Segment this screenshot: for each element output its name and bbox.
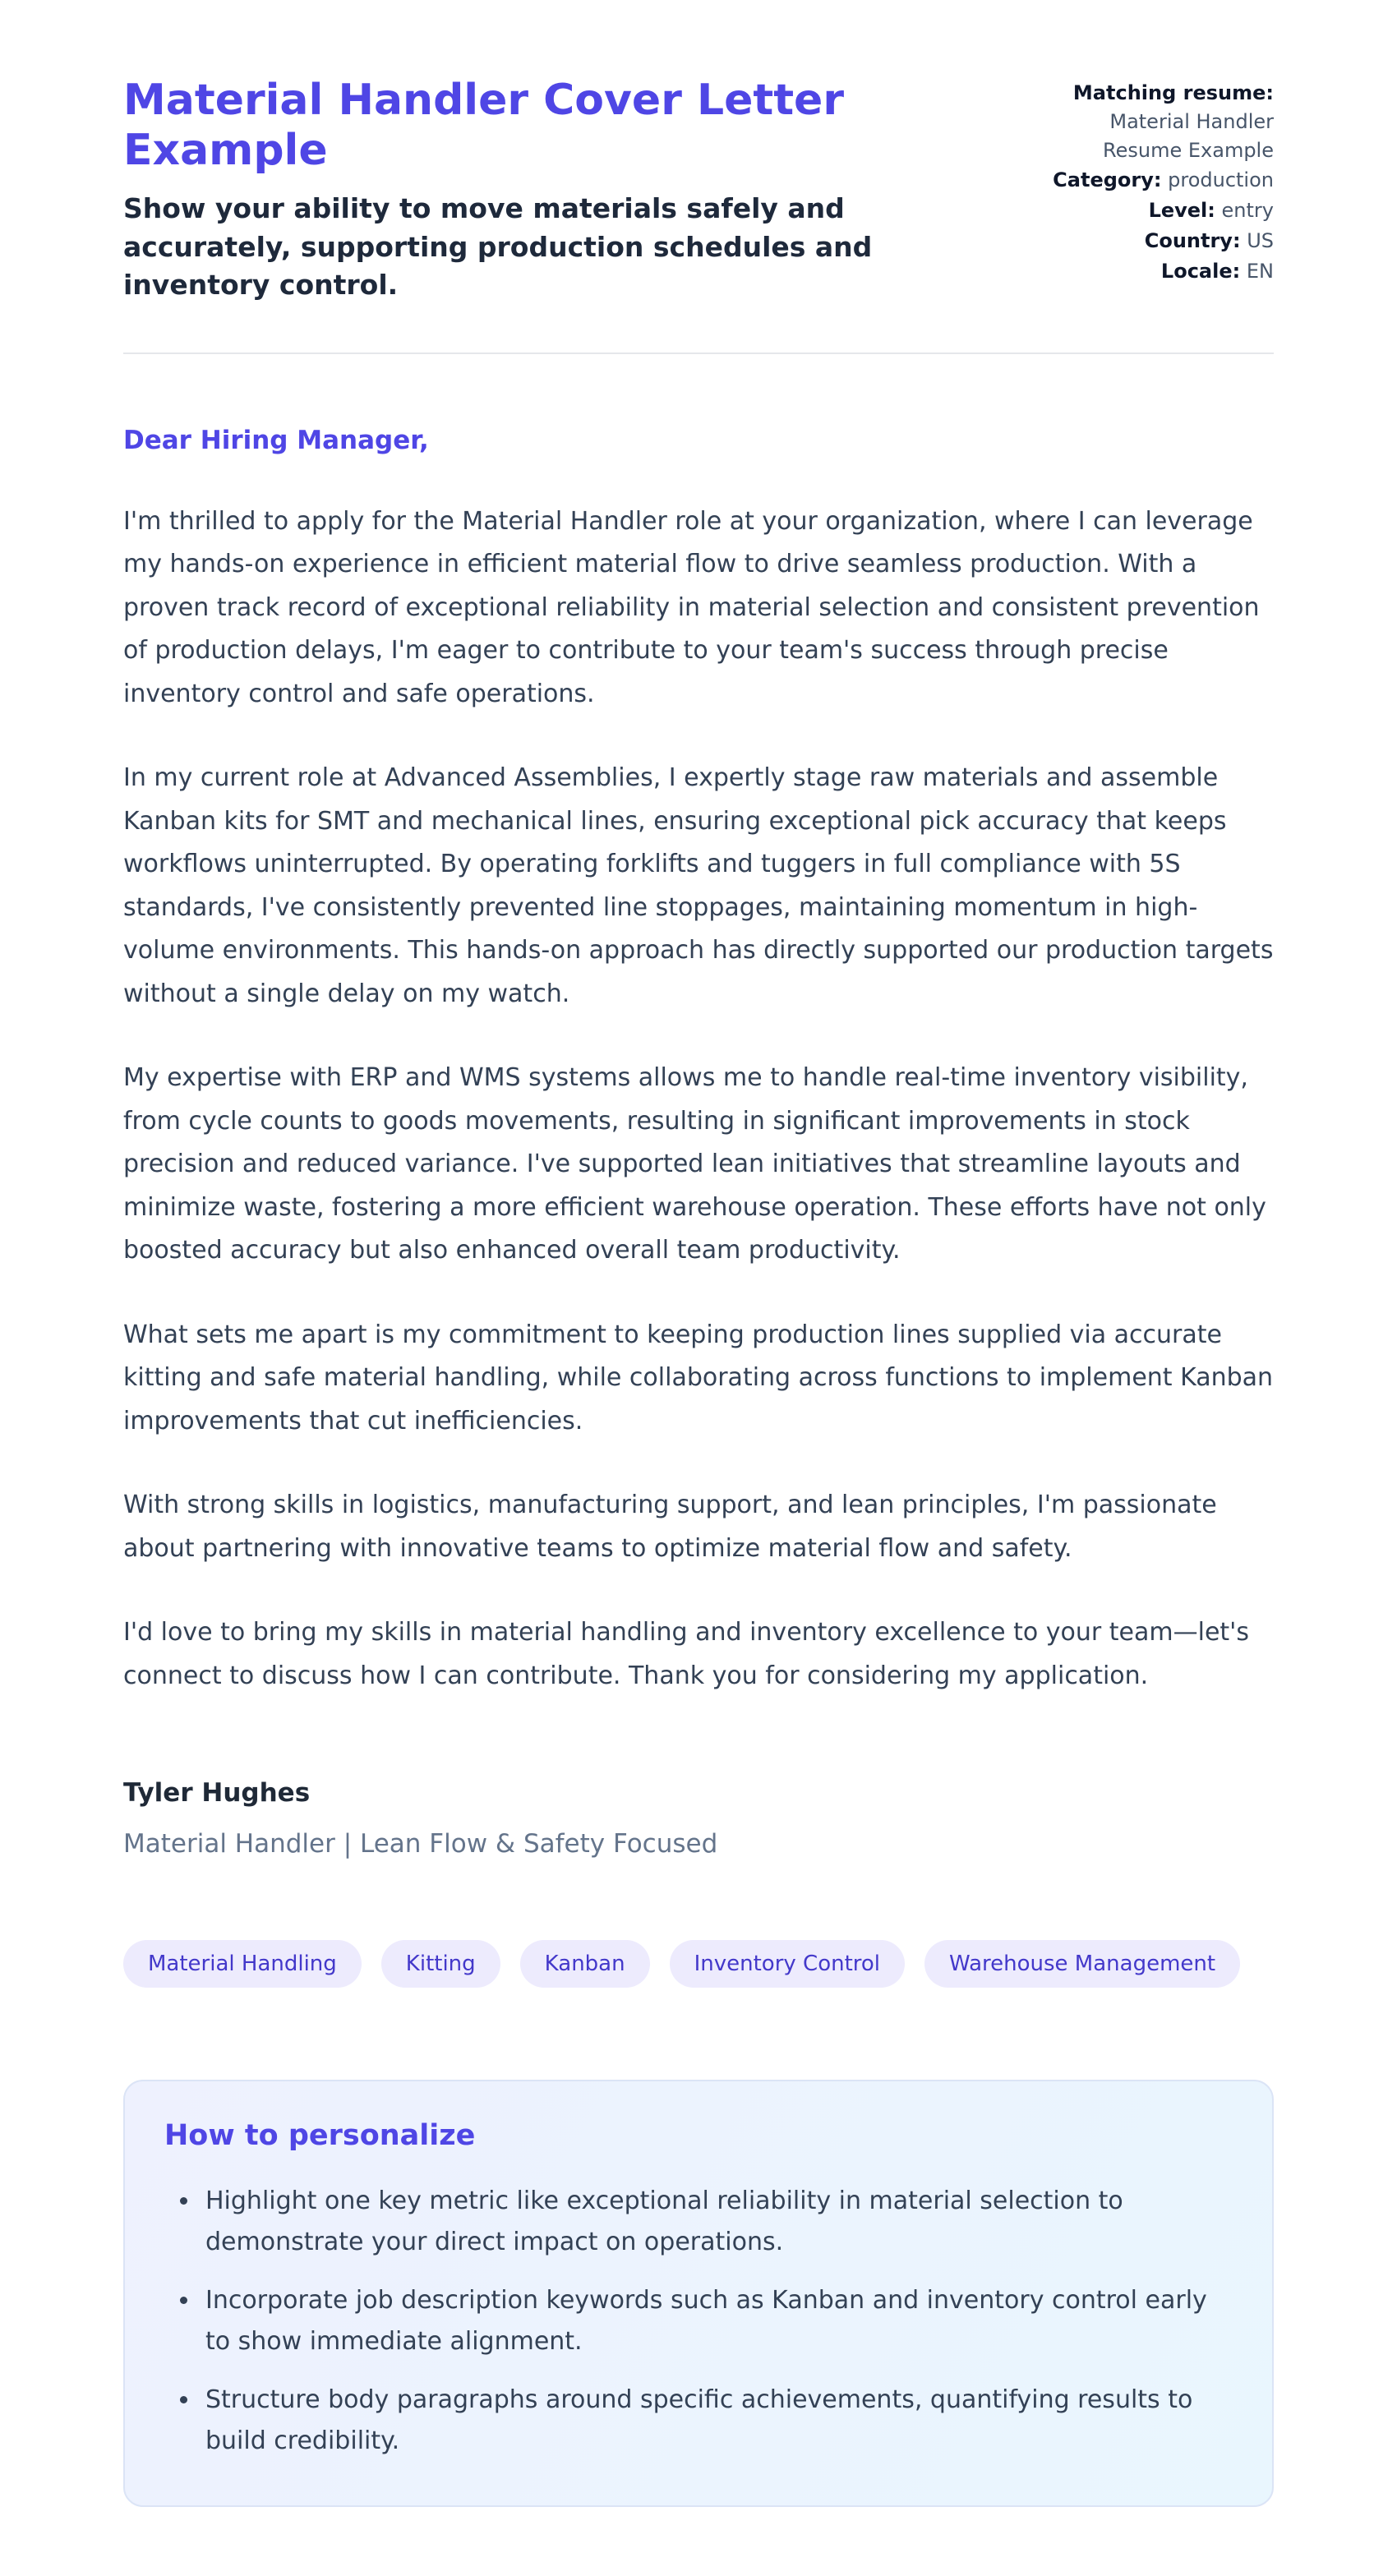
tag-pill: Warehouse Management bbox=[924, 1940, 1240, 1988]
meta-value: EN bbox=[1246, 259, 1274, 283]
signature-name: Tyler Hughes bbox=[123, 1778, 311, 1809]
meta-value: US bbox=[1247, 228, 1274, 252]
meta-label: Country: bbox=[1144, 228, 1241, 252]
meta-row bbox=[1027, 257, 1274, 286]
page-subtitle: Show your ability to move materials safely and accurately, supporting production schedules and inventory control. bbox=[123, 191, 873, 302]
meta-label: Matching resume: bbox=[1072, 81, 1274, 104]
header-left bbox=[123, 76, 994, 305]
personalize-tip: • Highlight one key metric like exceptional reliability in material selection to demonstrate your direct impact on operations. bbox=[201, 2181, 1233, 2262]
meta-value: entry bbox=[1221, 199, 1274, 223]
meta-label: Locale: bbox=[1160, 259, 1241, 283]
tag-list bbox=[123, 1940, 1274, 1988]
letter-paragraph: With strong skills in logistics, manufacturing support, and lean principles, I'm passionate about partnering with innovative teams to optimize material flow and safety. bbox=[123, 1491, 1217, 1563]
meta-row bbox=[1027, 79, 1274, 164]
meta-label: Level: bbox=[1148, 199, 1215, 223]
page bbox=[123, 0, 1274, 2576]
personalize-box bbox=[123, 2080, 1274, 2508]
letter-paragraph: What sets me apart is my commitment to keeping production lines supplied via accurate kitting and safe material handling, while collaborating across functions to implement Kanban improvements that cut inefficiencies. bbox=[123, 1320, 1274, 1435]
tag-pill: Kitting bbox=[381, 1940, 500, 1988]
personalize-tip-list bbox=[164, 2181, 1233, 2461]
meta-row bbox=[1027, 227, 1274, 256]
letter-paragraph: I'm thrilled to apply for the Material Handler role at your organization, where I can leverage my hands-on experience in efficient material flow to drive seamless production. With a proven track record of exceptional reliability in material selection and consistent prevention of production delays, I'm eager to contribute to your team's success through precise inventory control and safe operations. bbox=[123, 506, 1260, 708]
meta-row bbox=[1027, 166, 1274, 195]
letter-paragraph: In my current role at Advanced Assemblies, I expertly stage raw materials and assemble Kanban kits for SMT and mechanical lines, ensuring exceptional pick accuracy that keeps workflows uninterrupted. By operating forklifts and tuggers in full compliance with 5S standards, I've consistently prevented line stoppages, maintaining momentum in high-volume environments. This hands-on approach has directly supported our production targets without a single delay on my watch. bbox=[123, 763, 1274, 1008]
personalize-title: How to personalize bbox=[164, 2118, 476, 2152]
page-title: Material Handler Cover Letter Example bbox=[123, 76, 844, 176]
personalize-tip: • Structure body paragraphs around specific achievements, quantifying results to build credibility. bbox=[201, 2380, 1233, 2461]
meta-row bbox=[1027, 196, 1274, 225]
header-divider bbox=[123, 353, 1274, 354]
salutation: Dear Hiring Manager, bbox=[123, 426, 429, 456]
signature-role: Material Handler | Lean Flow & Safety Focused bbox=[123, 1829, 718, 1859]
letter-paragraph: I'd love to bring my skills in material handling and inventory excellence to your team—let's connect to discuss how I can contribute. Thank you for considering my application. bbox=[123, 1618, 1250, 1690]
tag-pill: Kanban bbox=[520, 1940, 650, 1988]
tag-pill: Material Handling bbox=[123, 1940, 362, 1988]
cover-letter-body bbox=[123, 423, 1274, 1860]
header bbox=[123, 76, 1274, 305]
meta-panel bbox=[1027, 76, 1274, 288]
letter-paragraphs bbox=[123, 500, 1274, 1698]
meta-value: Material Handler Resume Example bbox=[1103, 109, 1274, 162]
tag-pill: Inventory Control bbox=[670, 1940, 905, 1988]
personalize-tip: • Incorporate job description keywords such as Kanban and inventory control early to show immediate alignment. bbox=[201, 2280, 1233, 2362]
letter-paragraph: My expertise with ERP and WMS systems allows me to handle real-time inventory visibility, from cycle counts to goods movements, resulting in significant improvements in stock precision and reduced variance. I've supported lean initiatives that streamline layouts and minimize waste, fostering a more efficient warehouse operation. These efforts have not only boosted accuracy but also enhanced overall team productivity. bbox=[123, 1063, 1266, 1265]
meta-value: production bbox=[1168, 168, 1274, 192]
meta-label: Category: bbox=[1053, 168, 1162, 192]
